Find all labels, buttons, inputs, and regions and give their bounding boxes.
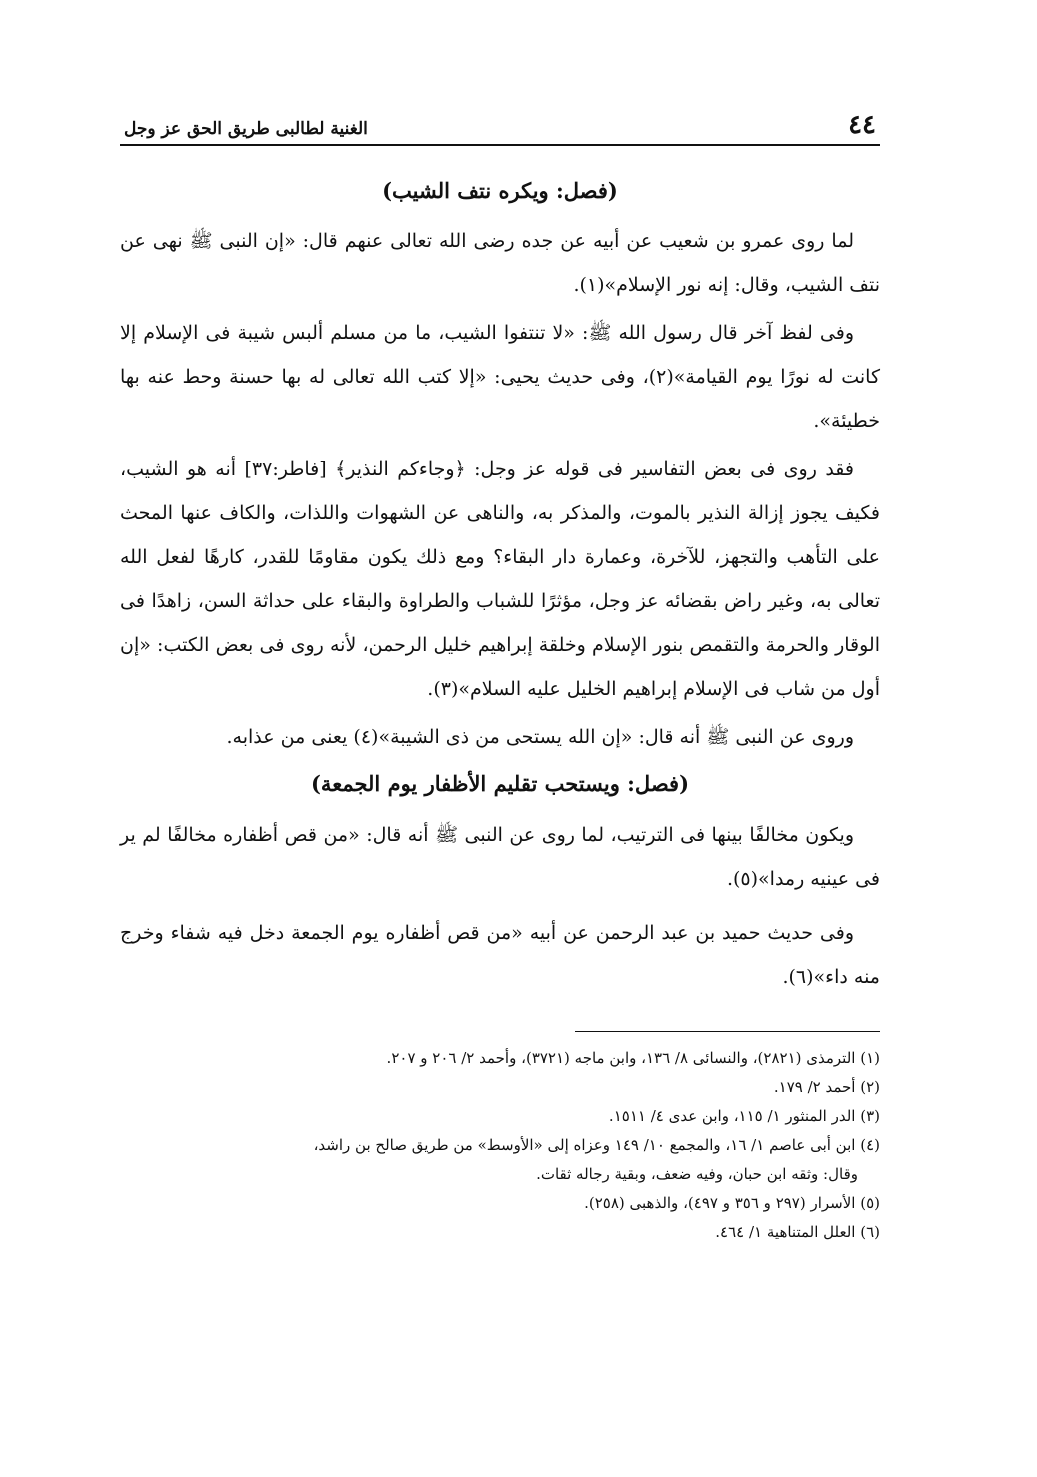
- document-page: [120, 96, 880, 1247]
- footnote: (٢) أحمد ٢/ ١٧٩.: [773, 1077, 880, 1096]
- paragraph: ويكون مخالفًا بينها فى الترتيب، لما روى عن النبى ﷺ أنه قال: «من قص أظفاره مخالفًا لم ير فى عينيه رمدا»(٥).: [120, 823, 880, 890]
- section-heading: (فصل: ويكره نتف الشيب): [382, 178, 618, 203]
- paragraph: وفى لفظ آخر قال رسول الله ﷺ: «لا تنتفوا الشيب، ما من مسلم ألبس شيبة فى الإسلام إلا كانت له نورًا يوم القيامة»(٢)، وفى حديث يحيى: «إلا كتب الله تعالى له بها حسنة وحط عنه بها خطيئة».: [120, 322, 880, 433]
- page-header: [120, 96, 880, 146]
- page-number: ٤٤: [848, 110, 876, 140]
- footnote: (٤) ابن أبى عاصم ١/ ١٦، والمجمع ١٠/ ١٤٩ وعزاه إلى «الأوسط» من طريق صالح بن راشد،: [313, 1135, 880, 1154]
- running-title: الغنية لطالبى طريق الحق عز وجل: [124, 119, 368, 139]
- paragraph: وفى حديث حميد بن عبد الرحمن عن أبيه «من قص أظفاره يوم الجمعة دخل فيه شفاء وخرج منه داء»(٦).: [120, 921, 880, 988]
- footnotes: [120, 1044, 880, 1247]
- footnote: (٣) الدر المنثور ١/ ١١٥، وابن عدى ٤/ ١٥١١.: [608, 1106, 880, 1125]
- paragraph: فقد روى فى بعض التفاسير فى قوله عز وجل: ﴿وجاءكم النذير﴾ [فاطر:٣٧] أنه هو الشيب، فكيف يجوز إزالة النذير بالموت، والمذكر به، والناهى عن الشهوات واللذات، والكاف عنها المحث على التأهب والتجهز، للآخرة، وعمارة دار البقاء؟ ومع ذلك يكون مقاومًا للقدر، كارهًا لفعل الله تعالى به، وغير راض بقضائه عز وجل، مؤثرًا للشباب والطراوة والبقاء على حداثة السن، زاهدًا فى الوقار والحرمة والتقمص بنور الإسلام وخلقة إبراهيم خليل الرحمن، لأنه روى فى بعض الكتب: «إن أول من شاب فى الإسلام إبراهيم الخليل عليه السلام»(٣).: [120, 458, 880, 701]
- footnote: (٥) الأسرار (٢٩٧ و ٣٥٦ و ٤٩٧)، والذهبى (٢٥٨).: [584, 1193, 880, 1212]
- footnote-divider: [575, 1031, 880, 1032]
- paragraph: وروى عن النبى ﷺ أنه قال: «إن الله يستحى من ذى الشيبة»(٤) يعنى من عذابه.: [226, 726, 854, 749]
- footnote: (٦) العلل المتناهية ١/ ٤٦٤.: [715, 1222, 880, 1241]
- section-heading: (فصل: ويستحب تقليم الأظفار يوم الجمعة): [311, 771, 689, 797]
- paragraph: لما روى عمرو بن شعيب عن أبيه عن جده رضى الله تعالى عنهم قال: «إن النبى ﷺ نهى عن نتف الشيب، وقال: إنه نور الإسلام»(١).: [120, 230, 880, 297]
- footnote-continuation: وقال: وثقه ابن حبان، وفيه ضعف، وبقية رجاله ثقات.: [536, 1164, 858, 1183]
- footnote: (١) الترمذى (٢٨٢١)، والنسائى ٨/ ١٣٦، وابن ماجه (٣٧٢١)، وأحمد ٢/ ٢٠٦ و ٢٠٧.: [386, 1048, 880, 1067]
